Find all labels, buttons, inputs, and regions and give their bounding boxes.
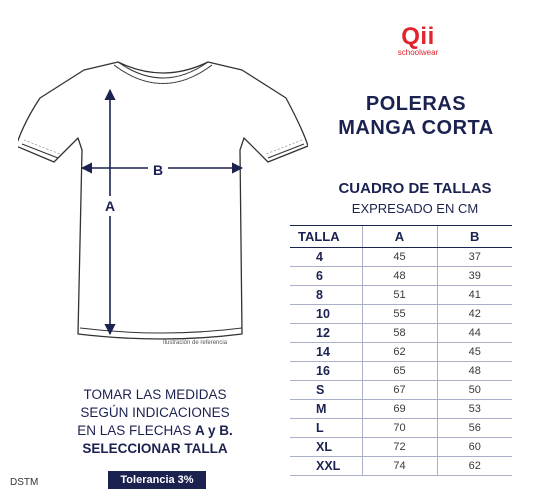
row-a: 51 <box>362 286 437 305</box>
brand-logo <box>388 23 448 58</box>
row-size: 12 <box>290 324 362 343</box>
row-size: 4 <box>290 248 362 267</box>
instruction-line-3-bold: A y B. <box>195 423 233 438</box>
table-row <box>290 362 512 381</box>
row-b: 41 <box>437 286 512 305</box>
row-b: 45 <box>437 343 512 362</box>
row-b: 48 <box>437 362 512 381</box>
brand-tagline: schoolwear <box>397 48 439 57</box>
row-b: 44 <box>437 324 512 343</box>
row-a: 58 <box>362 324 437 343</box>
row-a: 48 <box>362 267 437 286</box>
product-title <box>332 92 500 140</box>
table-row <box>290 343 512 362</box>
row-a: 70 <box>362 419 437 438</box>
table-row <box>290 438 512 457</box>
instruction-line-1: TOMAR LAS MEDIDAS <box>83 387 227 402</box>
row-b: 62 <box>437 457 512 476</box>
table-row <box>290 324 512 343</box>
row-a: 74 <box>362 457 437 476</box>
row-size: 14 <box>290 343 362 362</box>
row-b: 42 <box>437 305 512 324</box>
row-size: XXL <box>290 457 362 476</box>
table-row <box>290 305 512 324</box>
row-size: M <box>290 400 362 419</box>
table-row <box>290 286 512 305</box>
row-a: 69 <box>362 400 437 419</box>
instruction-line-2: SEGÚN INDICACIONES <box>80 405 230 420</box>
tshirt-outline <box>18 62 308 339</box>
table-row <box>290 419 512 438</box>
row-a: 62 <box>362 343 437 362</box>
row-size: S <box>290 381 362 400</box>
row-b: 39 <box>437 267 512 286</box>
tolerance-badge: Tolerancia 3% <box>108 471 206 489</box>
row-a: 55 <box>362 305 437 324</box>
size-table-header <box>290 226 512 248</box>
tshirt-illustration <box>18 58 308 358</box>
row-b: 50 <box>437 381 512 400</box>
size-chart-subtitle: EXPRESADO EN CM <box>351 201 479 216</box>
row-size: 10 <box>290 305 362 324</box>
table-row <box>290 248 512 267</box>
instruction-line-3-text: EN LAS FLECHAS <box>77 423 196 438</box>
row-b: 56 <box>437 419 512 438</box>
header-a: A <box>362 226 437 248</box>
reference-note: Ilustración de referencia <box>163 340 228 346</box>
row-size: XL <box>290 438 362 457</box>
row-b: 53 <box>437 400 512 419</box>
size-chart-title: CUADRO DE TALLAS <box>338 180 492 197</box>
table-row <box>290 457 512 476</box>
row-b: 37 <box>437 248 512 267</box>
header-b: B <box>437 226 512 248</box>
product-code: DSTM <box>10 477 39 488</box>
measurement-instructions <box>60 386 250 458</box>
product-title-line2: MANGA CORTA <box>338 117 494 139</box>
product-title-line1: POLERAS <box>365 93 467 115</box>
table-row <box>290 400 512 419</box>
table-row <box>290 267 512 286</box>
size-table <box>290 225 512 476</box>
row-a: 45 <box>362 248 437 267</box>
row-b: 60 <box>437 438 512 457</box>
instruction-line-4: SELECCIONAR TALLA <box>82 441 228 456</box>
row-size: L <box>290 419 362 438</box>
label-b: B <box>152 162 164 178</box>
brand-name: Qii <box>401 23 435 50</box>
label-a: A <box>104 198 116 214</box>
row-size: 16 <box>290 362 362 381</box>
row-size: 8 <box>290 286 362 305</box>
instruction-line-3 <box>60 422 250 440</box>
row-a: 67 <box>362 381 437 400</box>
row-a: 65 <box>362 362 437 381</box>
row-a: 72 <box>362 438 437 457</box>
row-size: 6 <box>290 267 362 286</box>
header-size: TALLA <box>290 226 362 248</box>
table-row <box>290 381 512 400</box>
